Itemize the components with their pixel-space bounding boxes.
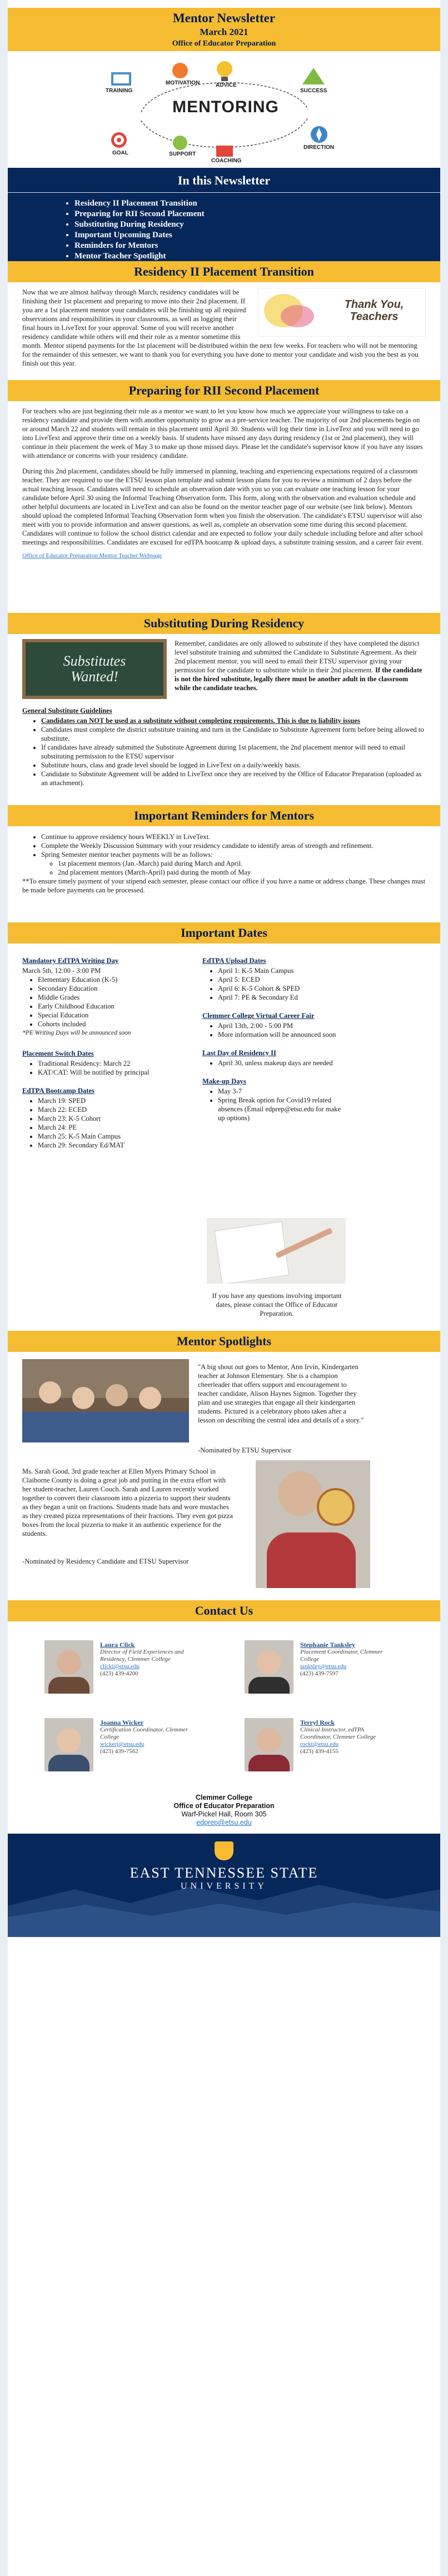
toc-section <box>8 168 440 261</box>
residency-text: Now that we are almost halfway through March, residency candidates will be finishing their 1st placement and preparing to move into their 2nd placement. If you are a 1st placement mentor your candidates will be finishing up all required observations and responsibilities in your classrooms, as well as logging their final hours in LiveText for your approval. Some of you will receive another residency candidate while others will end their role as a mentor sometime this month. Mentor stipend payments for the 1st placement will be distributed within the next few weeks. For teachers who will not be mentoring for the remainder of this semester, we want to thank you for everything you have done to mentor your candidate and wish you the best as you finish out this year. <box>22 288 419 367</box>
date-block-title: EdTPA Bootcamp Dates <box>22 1087 94 1095</box>
footer-college: Clemmer College <box>195 1794 253 1801</box>
reminder-item: • Spring Semester mentor teacher payments will be as follows: ◦ 1st placement mentors (Jan.-March) paid during March and April. ◦ 2nd placement mentors (March-April) paid during the month of May <box>41 850 426 877</box>
date-item: • April 13th, 2:00 - 5:00 PM <box>218 1021 347 1030</box>
date-item: • Special Education <box>38 1011 172 1020</box>
label-training: TRAINING <box>106 88 133 94</box>
mentoring-graphic <box>8 51 440 168</box>
contact-card: Laura Click Director of Field Experiences and Residency, Clemmer College clickl@etsu.edu (423) 439-4200 <box>44 1640 195 1701</box>
label-direction: DIRECTION <box>303 144 334 151</box>
date-item: • Middle Grades <box>38 993 172 1002</box>
prep-paragraph-1: For teachers who are just beginning their role as a mentor we want to let you know how much we appreciate your willingness to take on a residency candidate and provide them with another opportunity to grow as a pre-service teacher. The majority of our 2nd placements begin on or around March 22 and students will remain in this placement until April 30. Students will log their time in LiveText and you will need to go into LiveText and approve their time on a weekly basis. If students have missed any days during residency (1st or 2nd placement), they will continue in their placement the week of May 3 to make up those missed days. Please let the candidate's supervisor know if you have any issues with attendance or concerns with your residency candidate. <box>22 407 423 460</box>
goal-icon <box>111 132 127 148</box>
date-item: • March 29: Secondary Ed/MAT <box>38 1141 172 1150</box>
substitutes-wanted-text: Substitutes Wanted! <box>63 653 126 685</box>
substitutes-wanted-image <box>22 639 167 699</box>
date-item: • March 25: K-5 Main Campus <box>38 1132 172 1141</box>
guidelines-list <box>22 716 426 787</box>
date-item: • Cohorts included <box>38 1020 172 1029</box>
motivation-icon <box>172 63 188 78</box>
footer-room: Warf-Pickel Hall, Room 305 <box>181 1810 267 1818</box>
section-band-residency <box>8 261 440 282</box>
section-band-dates <box>8 922 440 943</box>
direction-icon <box>311 126 327 143</box>
label-support: SUPPORT <box>169 151 196 157</box>
date-block-title: Clemmer College Virtual Career Fair <box>202 1012 315 1020</box>
subst-heading: Substituting During Residency <box>143 616 305 630</box>
etsu-logo-line1: EAST TENNESSEE STATE <box>130 1865 318 1881</box>
right-border <box>440 0 448 2576</box>
guidelines-heading: General Substitute Guidelines <box>22 707 112 715</box>
contact-name[interactable]: Joanna Wicker <box>100 1719 143 1726</box>
date-item: • April 7: PE & Secondary Ed <box>218 993 347 1002</box>
spotlight-photo-2 <box>256 1460 370 1588</box>
coaching-icon <box>216 146 233 157</box>
guideline-item: • Candidates can NOT be used as a substitute without completing requirements. This is due to liability issues <box>41 716 426 725</box>
spotlight-photo-1 <box>22 1359 189 1442</box>
contact-photo <box>245 1640 293 1694</box>
guideline-item: • If candidates have already submitted the Substitute Agreement during 1st placement, the 2nd placement mentor will need to email substituting permission to the ETSU supervisor <box>41 743 426 761</box>
date-item: • April 5: ECED <box>218 975 347 984</box>
section-band-prep <box>8 380 440 401</box>
date-item: • March 24: PE <box>38 1123 172 1132</box>
support-icon <box>173 136 187 150</box>
date-item: • More information will be announced soon <box>218 1030 347 1039</box>
section-band-subst <box>8 613 440 634</box>
contact-email[interactable]: clickl@etsu.edu <box>100 1663 140 1670</box>
training-icon <box>111 72 131 86</box>
contact-name[interactable]: Terryl Rock <box>300 1719 335 1726</box>
label-goal: GOAL <box>112 150 128 156</box>
mentoring-word: MENTORING <box>172 98 279 116</box>
residency-heading: Residency II Placement Transition <box>134 264 314 278</box>
newsletter-office: Office of Educator Preparation <box>172 39 276 48</box>
reminders-section <box>22 832 426 895</box>
date-item: • Spring Break option for Covid19 related absences (Email edprep@etsu.edu for make up options) <box>218 1096 347 1122</box>
newsletter-title: Mentor Newsletter <box>172 11 276 25</box>
dates-footer-note: If you have any questions involving important dates, please contact the Office of Educator Preparation. <box>212 1292 342 1317</box>
date-item: • April 30, unless makeup days are needed <box>218 1059 347 1067</box>
etsu-logo-line2: UNIVERSITY <box>181 1881 267 1891</box>
date-item: • Secondary Education <box>38 984 172 993</box>
spotlight-heading: Mentor Spotlights <box>176 1334 272 1348</box>
reminder-subitem: ◦ 2nd placement mentors (March-April) paid during the month of May <box>58 868 426 877</box>
reminder-item: • Continue to approve residency hours WEEKLY in LiveText. <box>41 832 426 841</box>
date-block-title: EdTPA Upload Dates <box>202 957 266 965</box>
toc-item[interactable]: • Substituting During Residency <box>74 219 440 230</box>
prep-section <box>22 407 426 559</box>
contact-name[interactable]: Stephanie Tanksley <box>300 1641 356 1649</box>
reminders-list <box>22 832 426 877</box>
date-item: • March 19: SPED <box>38 1096 172 1105</box>
mentor-webpage-link[interactable]: Office of Educator Preparation Mentor Teacher Webpage <box>22 552 162 559</box>
reminder-subitem: ◦ 1st placement mentors (Jan.-March) paid during March and April. <box>58 859 426 868</box>
date-block-title: Placement Switch Dates <box>22 1050 94 1057</box>
newsletter-date: March 2021 <box>200 26 248 37</box>
guideline-item: • Candidates must complete the district substitute training and turn in the Candidate to Substitute Agreement form before being allowed to substitute. <box>41 725 426 743</box>
pe-note: *PE Writing Days will be announced soon <box>22 1030 131 1036</box>
date-item: • Early Childhood Education <box>38 1002 172 1011</box>
dates-left-column: Mandatory EdTPA Writing Day March 5th, 12:00 - 3:00 PM • Elementary Education (K-5) • Secondary Education • Middle Grades • Early Childhood Education • Special Education • Cohorts included *PE Writing Days will be announced soon Placement Switch Dates • Traditional Residency: March 22 • KAT/CAT: Will be notified by principal EdTPA Bootcamp Dates • March 19: SPED • March 22: ECED • March 23: K-5 Cohort • March 24: PE • March 25: K-5 Main Campus • March 29: Secondary Ed/MAT <box>22 957 172 1150</box>
date-block-title: Mandatory EdTPA Writing Day <box>22 957 119 965</box>
date-item: • May 3-7 <box>218 1087 347 1096</box>
contact-email[interactable]: tanksley@etsu.edu <box>300 1663 347 1670</box>
toc-item[interactable]: • Residency II Placement Transition <box>74 198 440 209</box>
footer-email[interactable]: edprep@etsu.edu <box>196 1819 252 1826</box>
contact-photo <box>245 1718 293 1771</box>
subst-intro: Remember, candidates are only allowed to substitute if they have completed the district level substitute training and submitted the Candidate to Substitute Agreement. As their 2nd placement mentor, you will need to email their ETSU supervisor giving your permission for the candidate to substitute while in their 2nd placement. <box>175 640 420 674</box>
toc-heading: In this Newsletter <box>177 173 271 187</box>
contact-card: Stephanie Tanksley Placement Coordinator, Clemmer College tanksley@etsu.edu (423) 439-7597 <box>245 1640 395 1701</box>
date-item: • March 23: K-5 Cohort <box>38 1114 172 1123</box>
footer-office: Office of Educator Preparation <box>173 1802 275 1810</box>
label-advice: ADVICE <box>216 82 237 88</box>
dates-right-column <box>202 957 347 1122</box>
contact-card: Terryl Rock Clinical Instructor, edTPA Coordinator, Clemmer College rockt@etsu.edu (423) 439-4155 <box>245 1718 395 1779</box>
reminder-item: • Complete the Weekly Discussion Summary with your residency candidate to identify areas of strength and refinement. <box>41 841 426 850</box>
toc-list <box>63 198 440 262</box>
toc-item[interactable]: • Preparing for RII Second Placement <box>74 209 440 219</box>
contact-email[interactable]: wickerj@etsu.edu <box>100 1741 145 1748</box>
spotlight-quote-1: "A big shout out goes to Mentor, Ann Irvin, Kindergarten teacher at Johnson Elementary. She is a champion cheerleader that offers support and encouragement to teacher candidate, Alison Haynes Sigmon. Together they plan and use strategies that engage all their kindergarten students. Pictured is a celebratory photo taken after a lesson on describing the central idea and details of a story." <box>198 1363 364 1424</box>
dates-heading: Important Dates <box>181 926 267 940</box>
spotlight-attribution-2: -Nominated by Residency Candidate and ETSU Supervisor <box>22 1557 189 1565</box>
subst-intro-bold: If the candidate is not the hired substitute, legally there must be another adult in the classroom while the candidate teaches. <box>175 666 422 692</box>
thank-you-image <box>258 288 426 337</box>
toc-item[interactable]: • Reminders for Mentors <box>74 241 440 251</box>
footer-address <box>8 1794 440 1827</box>
spotlight-attribution-1: -Nominated by ETSU Supervisor <box>198 1446 292 1454</box>
contacts-heading: Contact Us <box>195 1604 253 1618</box>
planner-photo <box>207 1218 346 1284</box>
contact-photo <box>44 1640 93 1694</box>
section-band-spotlight <box>8 1331 440 1352</box>
header-band <box>8 8 440 51</box>
reminders-note: **To ensure timely payment of your stipend each semester, please contact our office if you have a name or address change. These changes must be made before payments can be processed. <box>22 877 426 894</box>
date-item: • March 22: ECED <box>38 1105 172 1114</box>
success-icon <box>302 68 325 84</box>
left-border <box>0 0 8 2576</box>
thank-you-text: Thank You, Teachers <box>344 298 404 323</box>
section-band-contacts <box>8 1600 440 1621</box>
date-item: • April 1: K-5 Main Campus <box>218 966 347 975</box>
toc-item[interactable]: • Mentor Teacher Spotlight <box>74 251 440 262</box>
contact-name[interactable]: Laura Click <box>100 1641 135 1649</box>
date-item: • Elementary Education (K-5) <box>38 975 172 984</box>
subst-section <box>22 639 426 787</box>
section-band-reminders <box>8 805 440 826</box>
contact-email[interactable]: rockt@etsu.edu <box>300 1741 339 1748</box>
contact-card: Joanna Wicker Certification Coordinator, Clemmer College wickerj@etsu.edu (423) 439-7562 <box>44 1718 195 1779</box>
date-item: • April 6: K-5 Cohort & SPED <box>218 984 347 993</box>
date-block-title: Make-up Days <box>202 1077 246 1085</box>
date-block-title: Last Day of Residency II <box>202 1049 276 1057</box>
prep-paragraph-2: During this 2nd placement, candidates should be fully immersed in planning, teaching and experiencing expectations required of a classroom teacher. They are required to use the ETSU lesson plan template and submit lesson plans for you to review a minimum of 2 days before the actual teaching lesson. Candidates will need to schedule an observation date with you so you can evaluate one teaching lesson for your candidate before April 30 using the Informal Teaching Observation form. This form, along with the observation and evaluation schedule and other helpful documents are located in LiveText and can also be found on the mentor teacher page of our website (see link below). Mentors should upload the completed Informal Teaching Observation form when you finish the observation. The candidate's ETSU supervisor will also meet with you to provide information and answer questions, as well as, complete an observation some time during this second placement. Candidates will continue to follow the school district calendar and are expected to follow your daily schedule including before and after school meetings and responsibilities. Candidates are excused for edTPA bootcamp & upload days, a substitute training session, and a career fair event. <box>22 467 424 546</box>
advice-icon <box>217 61 232 81</box>
date-item: • Traditional Residency: March 22 <box>38 1059 172 1068</box>
etsu-shield-icon <box>215 1841 233 1860</box>
residency-section <box>22 288 426 368</box>
date-item: • KAT/CAT: Will be notified by principal <box>38 1068 172 1077</box>
toc-item[interactable]: • Important Upcoming Dates <box>74 230 440 241</box>
label-coaching: COACHING <box>211 158 242 164</box>
contact-photo <box>44 1718 93 1771</box>
guideline-item: • Candidate to Substitute Agreement will be added to LiveText once they are received by the Office of Educator Preparation (uploaded as an attachment). <box>41 770 426 787</box>
spotlight-quote-2: Ms. Sarah Good, 3rd grade teacher at Ellen Myers Primary School in Claiborne County is doing a great job and putting in the extra effort with her student-teacher, Lauren Couch. Sarah and Lauren recently worked together to convert their classroom into a pizzeria to support their students as they began a unit on fractions. Students made hats and wore mustaches as they created pizza representations of their fractions. They even got pizza boxes from the local pizzeria to make it an authentic experience for the students. <box>22 1467 233 1537</box>
label-success: SUCCESS <box>300 88 327 94</box>
prep-heading: Preparing for RII Second Placement <box>128 383 320 397</box>
label-motivation: MOTIVATION <box>166 80 200 86</box>
reminders-heading: Important Reminders for Mentors <box>133 808 315 822</box>
etsu-footer-banner <box>8 1834 440 1937</box>
guideline-item: • Substitute hours, class and grade level should be logged in LiveText on a daily/weekly basis. <box>41 761 426 770</box>
